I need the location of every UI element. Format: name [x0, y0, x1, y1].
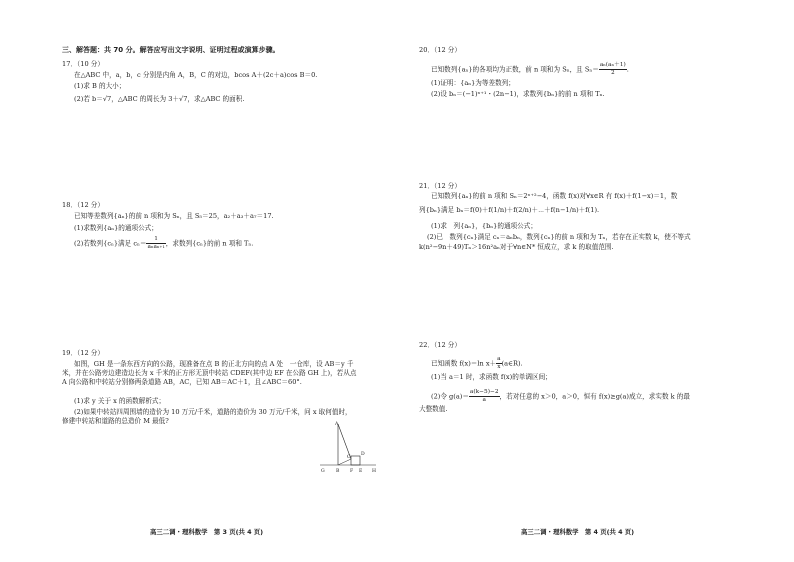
q20-stem-pre: 已知数列{aₙ}的各项均为正数，前 n 项和为 Sₙ，且 Sₙ＝	[431, 65, 599, 74]
right-page	[397, 0, 794, 562]
q21-line2-post: )＋f(1).	[576, 206, 600, 214]
q20-part1: (1)证明：{aₙ}为等差数列；	[431, 79, 515, 87]
q22-part2-cont: 大整数值.	[419, 405, 448, 413]
q21-line2-mid1: 1/n	[493, 206, 505, 214]
q20-fraction	[599, 62, 627, 77]
q22-part1: (1)当 a＝1 时，求函数 f(x)的单调区间；	[431, 373, 552, 381]
q21-part2-line2: k(n²−9n＋49)Tₙ＞16n²aₙ对于∀n∈N* 恒成立，求 k 的取值范围.	[419, 243, 614, 251]
label-h: H	[372, 469, 377, 474]
q20-stem-post: .	[626, 65, 629, 74]
q22-fraction-g-denominator: a	[482, 397, 486, 403]
q22-stem-post: (a∈R).	[501, 359, 523, 368]
label-f: F	[350, 469, 354, 474]
label-g: G	[321, 469, 325, 474]
q21-line2-pre: 列{bₙ}满足 bₙ＝f(0)＋f(	[419, 206, 494, 214]
label-d: D	[361, 452, 365, 457]
q18-part2-post: ，求数列{cₙ}的前 n 项和 Tₙ.	[165, 239, 254, 248]
q22-stem	[431, 356, 523, 371]
q20-part2: (2)设 bₙ＝(−1)ⁿ⁺¹・(2n−1)，求数列{bₙ}的前 n 项和 Tₙ.	[431, 90, 605, 98]
q21-part2-line1: (2)已 数列{cₙ}满足 cₙ＝aₙbₙ，数列{cₙ}的前 n 项和为 Tₙ，若存在正实数 k，使不等式	[427, 233, 691, 241]
q20-fraction-denominator: 2	[610, 70, 615, 76]
q21-part1: (1)求 列{aₙ}，{bₙ}的通项公式；	[431, 222, 537, 230]
q22-fraction-g	[469, 389, 500, 404]
q18-number: 18．（12 分）	[62, 201, 104, 209]
q20-fraction-numerator: aₙ(aₙ＋1)	[599, 62, 626, 68]
left-footer: 高三二调・理科数学 第 3 页(共 4 页)	[150, 528, 264, 536]
q18-stem: 已知等差数列{aₙ}的前 n 项和为 Sₙ，且 S₅＝25，a₂＋a₃＋a₇＝17.	[74, 212, 274, 220]
q20-number: 20．（12 分）	[419, 46, 461, 54]
label-b: B	[336, 469, 340, 474]
square-cdef	[351, 456, 360, 465]
q18-fraction	[146, 236, 165, 251]
q21-line2-mid2: )＋f(2/n)＋⋯＋f(	[504, 206, 556, 214]
right-footer: 高三二调・理科数学 第 4 页(共 4 页)	[521, 528, 635, 536]
q18-fraction-numerator: 1	[146, 236, 165, 244]
section-header: 三、解答题：共 70 分。解答应写出文字说明、证明过程或演算步骤。	[62, 46, 280, 54]
q17-number: 17．（10 分）	[62, 60, 104, 68]
label-e: E	[359, 469, 363, 474]
label-a: A	[335, 422, 339, 427]
q22-fraction-denominator: x	[497, 364, 501, 370]
q21-number: 21．（12 分）	[419, 182, 461, 190]
q19-number: 19．（12 分）	[62, 349, 104, 357]
q21-line2-mid3: n−1/n	[555, 206, 577, 214]
q19-part1: (1)求 y 关于 x 的函数解析式；	[74, 397, 166, 405]
q18-fraction-denominator: aₙaₙ₊₁	[147, 244, 165, 250]
q18-part2-pre: (2)若数列{cₙ}满足 cₙ＝	[74, 239, 147, 248]
q17-stem: 在△ABC 中，a，b，c 分别是内角 A，B，C 的对边，bcos A＋(2c＋a)cos B＝0.	[74, 71, 318, 79]
q19-stem: 如图，GH 是一条东西方向的公路，现准备在点 B 的正北方向的点 A 处 一仓库，设 AB＝y 千米，并在公路旁边建造边长为 x 千米的正方形无顶中转站 CDEF(其中边 EF 在公路 GH 上)，若从点 A 向公路和中转站分别修两条道路 AB，AC，已知 AB＝AC＋1，且∠ABC＝60°.	[62, 360, 357, 386]
q22-part2	[431, 389, 690, 404]
q22-number: 22．（12 分）	[419, 341, 461, 349]
q17-part2: (2)若 b＝√7，△ABC 的周长为 3＋√7，求△ABC 的面积.	[74, 95, 245, 103]
q19-figure	[318, 420, 378, 476]
q20-stem	[431, 62, 629, 77]
q17-part1: (1)求 B 的大小；	[74, 82, 126, 90]
label-c: C	[347, 455, 351, 460]
q22-fraction-numerator: a	[497, 356, 501, 362]
q19-part2: (2)如果中转站四周围墙的造价为 10 万元/千米，道路的造价为 30 万元/千米，问 x 取何值时，修建中转站和道路的总造价 M 最低?	[62, 408, 352, 425]
q18-part1: (1)求数列{aₙ}的通项公式；	[74, 224, 158, 232]
q22-stem-pre: 已知函数 f(x)＝ln x＋	[431, 359, 497, 368]
q21-line2	[419, 206, 599, 215]
q18-part2	[74, 236, 253, 251]
q22-part2-post: ，若对任意的 x＞0，a＞0，恒有 f(x)≥g(a)成立，求实数 k 的最	[499, 392, 690, 401]
road-ac	[338, 424, 351, 459]
q22-part2-pre: (2)令 g(a)＝	[431, 392, 469, 401]
q22-fraction-g-numerator: a(k−5)−2	[469, 389, 499, 395]
q21-line1: 已知数列{aₙ}的前 n 项和 Sₙ＝2ⁿ⁺²−4，函数 f(x)对∀x∈R 有 f(x)＋f(1−x)＝1，数	[431, 192, 678, 200]
